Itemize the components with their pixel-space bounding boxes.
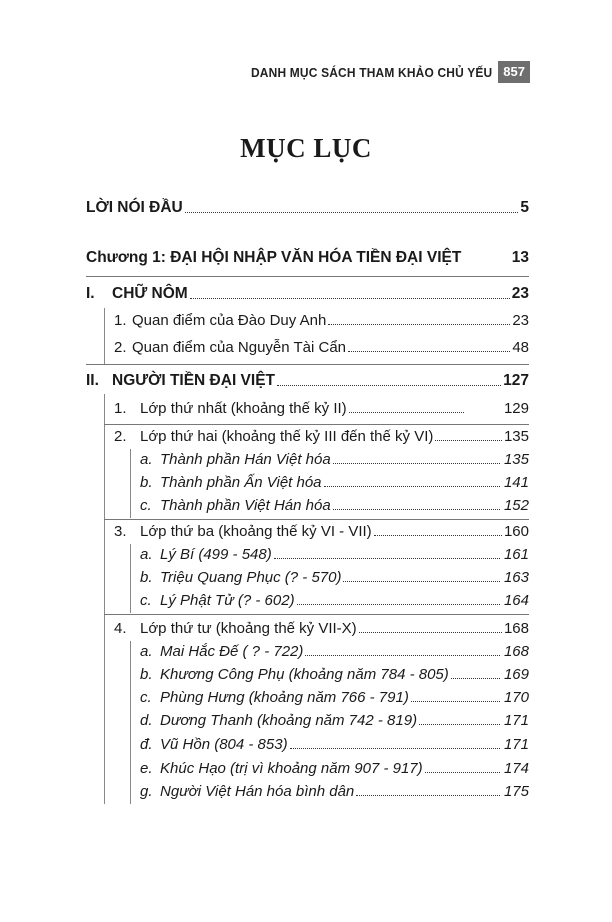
dot-leader (297, 604, 500, 605)
dot-leader (349, 412, 464, 413)
dot-leader (356, 795, 500, 796)
toc-entry[interactable] (160, 689, 502, 706)
toc-entry-label: Triệu Quang Phục (? - 570) (160, 569, 342, 586)
toc-entry-page: 5 (520, 199, 529, 216)
toc-entry[interactable] (160, 451, 502, 468)
item-letter: c. (140, 497, 152, 514)
dot-leader (359, 632, 502, 633)
toc-entry[interactable] (160, 783, 502, 800)
toc-entry-page: 135 (503, 451, 529, 468)
toc-entry-label: Lớp thứ nhất (khoảng thế kỷ II) (140, 400, 347, 417)
item-number: 3. (114, 523, 127, 540)
toc-entry-label: Lý Phật Tử (? - 602) (160, 592, 295, 609)
item-number: 2. (114, 428, 127, 445)
toc-entry-page: 127 (503, 372, 529, 389)
dot-leader (328, 324, 510, 325)
dot-leader (419, 724, 500, 725)
toc-entry-page: 175 (503, 783, 529, 800)
running-header (230, 61, 530, 83)
divider (104, 614, 529, 615)
dot-leader (274, 558, 500, 559)
section-number: II. (86, 372, 99, 389)
toc-entry-page: 169 (503, 666, 529, 683)
toc-entry-page: 152 (503, 497, 529, 514)
toc-entry-page: 174 (503, 760, 529, 777)
dot-leader (185, 212, 519, 213)
dot-leader (374, 535, 502, 536)
item-letter: c. (140, 689, 152, 706)
toc-entry-page: 23 (512, 312, 529, 329)
toc-entry-page: 171 (503, 712, 529, 729)
item-letter: b. (140, 666, 153, 683)
divider (104, 424, 529, 425)
toc-entry-page: 23 (511, 285, 529, 302)
item-letter: a. (140, 546, 153, 563)
toc-entry[interactable] (132, 312, 529, 329)
divider (86, 364, 529, 365)
toc-entry-label: Lớp thứ tư (khoảng thế kỷ VII-X) (140, 620, 357, 637)
page-number-badge: 857 (498, 61, 530, 83)
toc-entry-page: 171 (503, 736, 529, 753)
divider (86, 276, 529, 277)
toc-entry-chapter-1[interactable] (86, 249, 529, 267)
dot-leader (290, 748, 500, 749)
toc-entry-section-2[interactable] (112, 372, 529, 390)
item-letter: đ. (140, 736, 153, 753)
toc-entry-label: Lớp thứ ba (khoảng thế kỷ VI - VII) (140, 523, 372, 540)
toc-entry[interactable] (160, 736, 502, 753)
dot-leader (333, 463, 500, 464)
indent-rule (130, 641, 131, 804)
toc-entry[interactable] (160, 643, 502, 660)
dot-leader (411, 701, 500, 702)
toc-entry-page: 168 (503, 620, 529, 637)
dot-leader (435, 440, 502, 441)
item-number: 2. (114, 339, 127, 356)
item-number: 1. (114, 312, 127, 329)
dot-leader (324, 486, 500, 487)
toc-entry-label: Lớp thứ hai (khoảng thế kỷ III đến thế kỷ VI) (140, 428, 434, 445)
toc-entry-label: CHỮ NÔM (112, 285, 188, 302)
toc-entry-label: Thành phần Hán Việt hóa (160, 451, 331, 468)
toc-entry[interactable] (160, 546, 502, 563)
toc-entry-label: Chương 1: ĐẠI HỘI NHẬP VĂN HÓA TIỀN ĐẠI VIỆT (86, 249, 462, 266)
toc-entry[interactable] (132, 339, 529, 356)
toc-entry[interactable] (160, 569, 502, 586)
dot-leader (348, 351, 510, 352)
toc-entry-page: 141 (503, 474, 529, 491)
toc-entry-layer-4[interactable] (140, 620, 529, 637)
toc-entry-preface[interactable] (86, 199, 529, 217)
item-letter: d. (140, 712, 153, 729)
toc-entry-label: Mai Hắc Đế ( ? - 722) (160, 643, 304, 660)
item-letter: c. (140, 592, 152, 609)
item-number: 4. (114, 620, 127, 637)
toc-entry-label: Dương Thanh (khoảng năm 742 - 819) (160, 712, 418, 729)
toc-entry-label: Khúc Hạo (trị vì khoảng năm 907 - 917) (160, 760, 423, 777)
toc-entry-label: LỜI NÓI ĐẦU (86, 199, 183, 216)
divider (104, 519, 529, 520)
running-title: DANH MỤC SÁCH THAM KHẢO CHỦ YẾU (250, 64, 493, 80)
toc-entry-page: 129 (503, 400, 529, 417)
toc-entry-label: NGƯỜI TIỀN ĐẠI VIỆT (112, 372, 276, 389)
item-number: 1. (114, 400, 127, 417)
item-letter: a. (140, 643, 153, 660)
dot-leader (277, 385, 501, 386)
indent-rule (130, 449, 131, 518)
item-letter: b. (140, 569, 153, 586)
toc-entry[interactable] (160, 712, 502, 729)
toc-entry-label: Vũ Hồn (804 - 853) (160, 736, 288, 753)
toc-entry-layer-1[interactable] (140, 400, 529, 417)
page-title: MỤC LỤC (240, 133, 372, 163)
toc-entry-page: 160 (503, 523, 529, 540)
dot-leader (305, 655, 500, 656)
dot-leader (333, 509, 500, 510)
toc-entry-page: 170 (503, 689, 529, 706)
toc-entry-label: Quan điểm của Đào Duy Anh (132, 312, 327, 329)
toc-entry-page: 168 (503, 643, 529, 660)
toc-entry-page: 161 (503, 546, 529, 563)
item-letter: a. (140, 451, 153, 468)
indent-rule (104, 308, 105, 364)
toc-entry-section-1[interactable] (112, 285, 529, 303)
dot-leader (343, 581, 500, 582)
toc-entry[interactable] (160, 592, 502, 609)
toc-entry[interactable] (160, 497, 502, 514)
toc-entry-label: Người Việt Hán hóa bình dân (160, 783, 355, 800)
section-number: I. (86, 285, 95, 302)
indent-rule (130, 544, 131, 613)
item-letter: b. (140, 474, 153, 491)
toc-entry-page: 135 (503, 428, 529, 445)
dot-leader (425, 772, 500, 773)
item-letter: g. (140, 783, 153, 800)
toc-entry-page: 164 (503, 592, 529, 609)
toc-entry-page: 48 (512, 339, 529, 356)
toc-entry-label: Quan điểm của Nguyễn Tài Cẩn (132, 339, 347, 356)
toc-entry-label: Khương Công Phụ (khoảng năm 784 - 805) (160, 666, 449, 683)
dot-leader (190, 298, 510, 299)
toc-entry[interactable] (160, 760, 502, 777)
toc-entry-label: Phùng Hưng (khoảng năm 766 - 791) (160, 689, 409, 706)
item-letter: e. (140, 760, 153, 777)
toc-entry-label: Thành phần Việt Hán hóa (160, 497, 331, 514)
toc-entry-page: 13 (511, 249, 529, 266)
indent-rule (104, 394, 105, 804)
toc-entry-layer-2[interactable] (140, 428, 529, 445)
dot-leader (451, 678, 500, 679)
toc-entry-layer-3[interactable] (140, 523, 529, 540)
toc-entry[interactable] (160, 666, 502, 683)
toc-entry[interactable] (160, 474, 502, 491)
toc-entry-label: Lý Bí (499 - 548) (160, 546, 272, 563)
toc-entry-page: 163 (503, 569, 529, 586)
toc-entry-label: Thành phần Ấn Việt hóa (160, 474, 322, 491)
